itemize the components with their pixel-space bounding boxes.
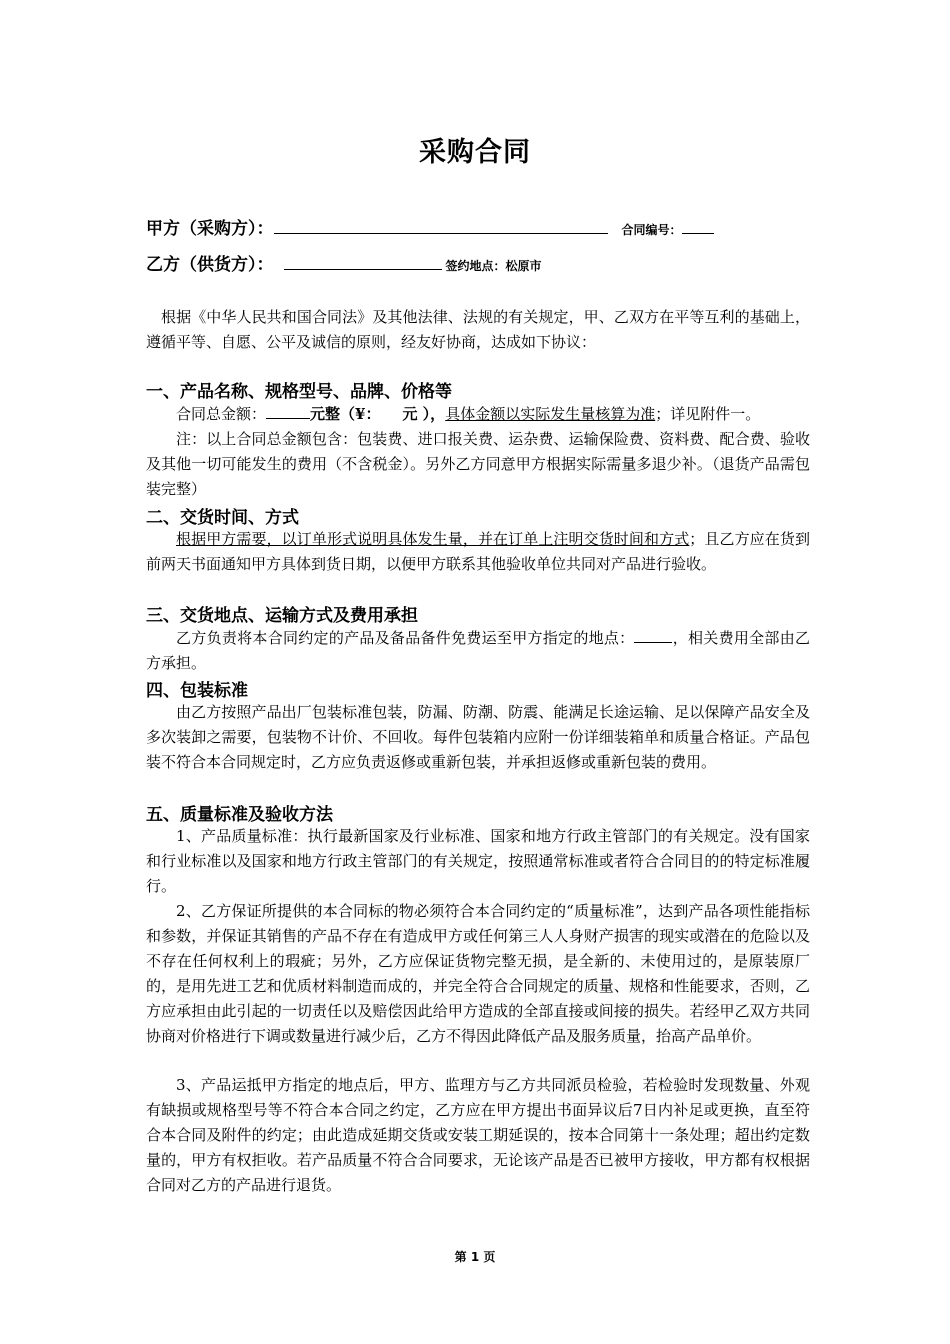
- section-5-p2: 2、乙方保证所提供的本合同标的物必须符合本合同约定的“质量标准”，达到产品各项性能指标和参数，并保证其销售的产品不存在有造成甲方或任何第三人人身财产损害的现实或潜在的危险以及不存在任何权利上的瑕疵；另外，乙方应保证货物完整无损，是全新的、未使用过的，是原装原厂的，是用先进工艺和优质材料制造而成的，并完全符合合同规定的质量、规格和性能要求，否则，乙方应承担由此引起的一切责任以及赔偿因此给甲方造成的全部直接或间接的损失。若经甲乙双方共同协商对价格进行下调或数量进行减少后，乙方不得因此降低产品及服务质量，抬高产品单价。: [146, 902, 810, 1045]
- party-b-name-field[interactable]: [284, 252, 442, 270]
- signing-location: 签约地点：松原市: [445, 259, 542, 273]
- amount-prefix: 合同总金额：: [176, 405, 267, 423]
- section-3-after: ，相关费用全部由乙方承担。: [146, 629, 810, 672]
- party-b-label: 乙方（供货方）：: [146, 255, 274, 275]
- section-3-before: 乙方负责将本合同约定的产品及备品备件免费运至甲方指定的地点：: [176, 629, 635, 647]
- amount-suffix: ；详见附件一。: [655, 405, 761, 423]
- section-3-heading: 三、交货地点、运输方式及费用承担: [146, 606, 418, 626]
- amount-digits-field[interactable]: [380, 404, 402, 419]
- party-a-label: 甲方（采购方）：: [146, 219, 274, 239]
- page-title: 采购合同: [419, 137, 531, 168]
- amount-unit: 元整（¥：: [310, 405, 381, 423]
- delivery-location-field[interactable]: [634, 627, 672, 643]
- preamble: 根据《中华人民共和国合同法》及其他法律、法规的有关规定，甲、乙双方在平等互利的基础上，遵循平等、自愿、公平及诚信的原则，经友好协商，达成如下协议：: [146, 308, 810, 351]
- section-2-heading: 二、交货时间、方式: [146, 508, 299, 528]
- section-1-amount: [146, 402, 810, 427]
- section-4-text: 由乙方按照产品出厂包装标准包装，防漏、防潮、防震、能满足长途运输、足以保障产品安全及多次装卸之需要，包装物不计价、不回收。每件包装箱内应附一份详细装箱单和质量合格证。产品包装不符合本合同规定时，乙方应负责返修或重新包装，并承担返修或重新包装的费用。: [146, 703, 810, 771]
- amount-note: 具体金额以实际发生量核算为准: [445, 405, 656, 423]
- section-5-heading: 五、质量标准及验收方法: [146, 805, 333, 825]
- section-3-text: [146, 626, 810, 676]
- contract-no-label: 合同编号：: [621, 223, 682, 237]
- party-a-name-field[interactable]: [274, 216, 608, 234]
- section-5-p1: 1、产品质量标准：执行最新国家及行业标准、国家和地方行政主管部门的有关规定。没有国家和行业标准以及国家和地方行政主管部门的有关规定，按照通常标准或者符合合同目的的特定标准履行。: [146, 827, 810, 895]
- amount-yuan: 元 ），: [402, 405, 446, 423]
- amount-words-field[interactable]: [266, 403, 310, 419]
- party-b-row: [146, 250, 542, 275]
- section-4-heading: 四、包装标准: [146, 681, 248, 701]
- section-2-text: [146, 527, 810, 577]
- section-1-heading: 一、产品名称、规格型号、品牌、价格等: [146, 382, 452, 402]
- section-1-note: 注：以上合同总金额包含：包装费、进口报关费、运杂费、运输保险费、资料费、配合费、验收及其他一切可能发生的费用（不含税金）。另外乙方同意甲方根据实际需量多退少补。（退货产品需包装完整）: [146, 430, 810, 498]
- section-5-p3: 3、产品运抵甲方指定的地点后，甲方、监理方与乙方共同派员检验，若检验时发现数量、外观有缺损或规格型号等不符合本合同之约定，乙方应在甲方提出书面异议后7日内补足或更换，直至符合本合同及附件的约定；由此造成延期交货或安装工期延误的，按本合同第十一条处理；超出约定数量的，甲方有权拒收。若产品质量不符合合同要求，无论该产品是否已被甲方接收，甲方都有权根据合同对乙方的产品进行退货。: [146, 1076, 810, 1194]
- section-2-rest: ；且乙方应在货到前两天书面通知甲方具体到货日期，以便甲方联系其他验收单位共同对产品进行验收。: [146, 530, 810, 573]
- contract-no-field[interactable]: [682, 221, 714, 234]
- party-a-row: [146, 214, 714, 239]
- section-2-underlined: 根据甲方需要，以订单形式说明具体发生量，并在订单上注明交货时间和方式: [176, 530, 690, 548]
- page-number: 第 1 页: [454, 1250, 496, 1264]
